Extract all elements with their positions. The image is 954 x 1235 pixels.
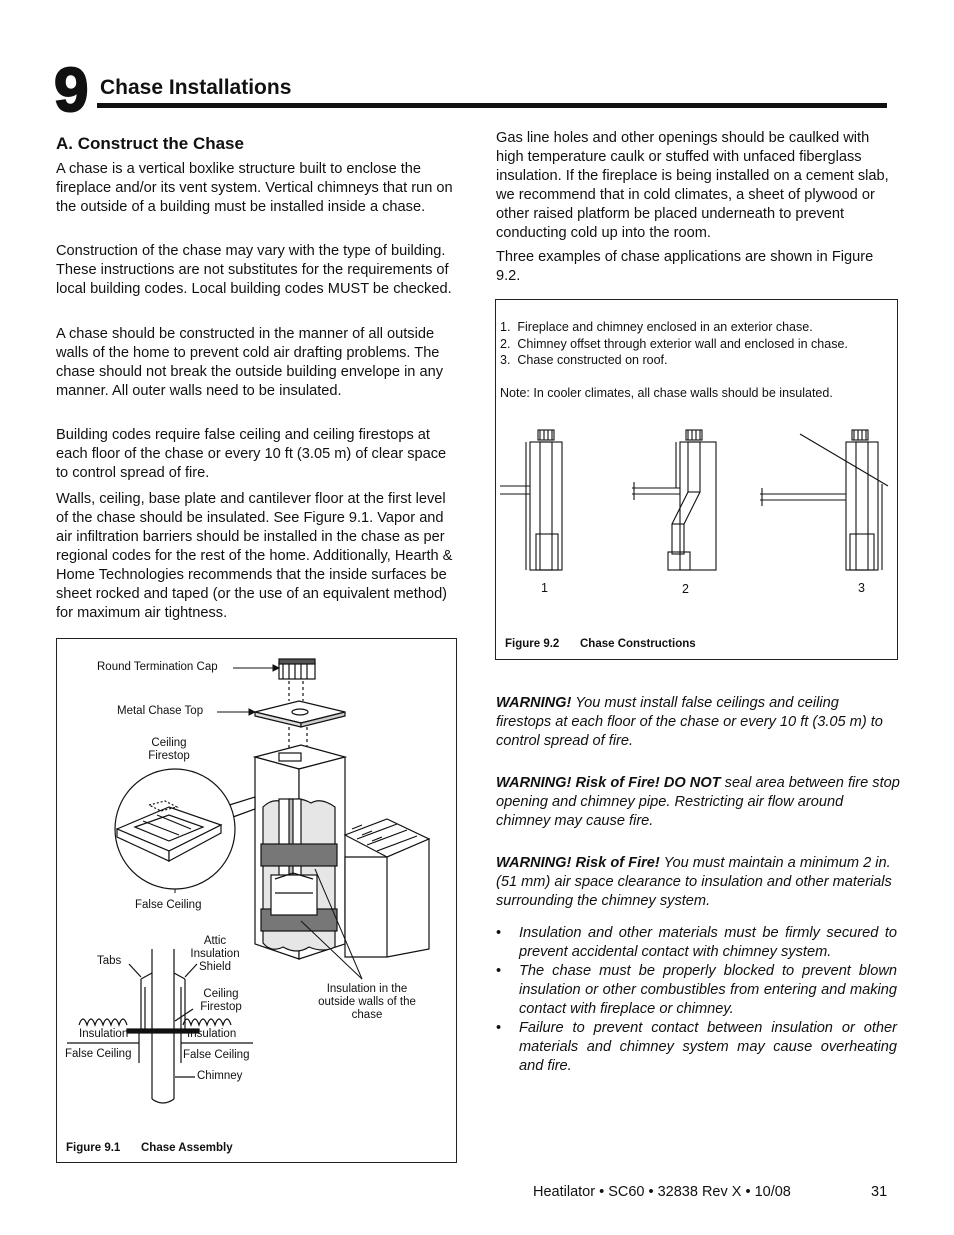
bullet-list: [496, 924, 897, 1076]
figure-9-1: [56, 638, 457, 1163]
figure-9-2-number-3: 3: [858, 581, 865, 595]
left-paragraph-4: Building codes require false ceiling and ceiling firestops at each floor of the chase or every 10 ft (3.05 m) of clear space to control spread of fire.: [56, 427, 447, 481]
label-false-ceiling-right: False Ceiling: [183, 1049, 250, 1061]
bullet-item-3: • Failure to prevent contact between insulation or other materials and chimney system may cause overheating and fire.: [496, 1020, 897, 1074]
warning-3: WARNING! Risk of Fire! You must maintain a minimum 2 in. (51 mm) air space clearance to insulation and other materials surrounding the chimney system.: [496, 855, 892, 909]
chapter-title: Chase Installations: [100, 76, 292, 99]
label-round-termination-cap: Round Termination Cap: [97, 661, 218, 673]
figure-9-2-note: Note: In cooler climates, all chase walls should be insulated.: [500, 386, 833, 400]
label-insulation-right: Insulation: [187, 1028, 237, 1040]
figure-9-2-caption-title: Chase Constructions: [580, 638, 696, 650]
figure-9-2-caption-number: Figure 9.2: [505, 638, 560, 650]
label-insulation-left: Insulation: [79, 1028, 129, 1040]
chase-constructions-illustration: [496, 424, 896, 594]
section-heading: A. Construct the Chase: [56, 134, 244, 153]
left-paragraph-3: A chase should be constructed in the manner of all outside walls of the home to prevent cold air drafting problems. The chase should not break the outside building envelope in any manner. All outer walls need to be insulated.: [56, 326, 444, 399]
figure-9-2-list: [500, 319, 892, 369]
label-ceiling-firestop-top: Ceiling Firestop: [148, 737, 190, 762]
figure-9-2-list-item-1: 1. Fireplace and chimney enclosed in an exterior chase.: [500, 320, 813, 334]
header-rule: [97, 103, 887, 108]
warning-1: WARNING! You must install false ceilings and ceiling firestops at each floor of the chase or every 10 ft (3.05 m) to control spread of fire.: [496, 695, 883, 749]
figure-9-2: [495, 299, 898, 660]
figure-9-2-list-item-2: 2. Chimney offset through exterior wall and enclosed in chase.: [500, 336, 848, 351]
label-attic-insulation-shield: Attic Insulation Shield: [190, 935, 240, 973]
figure-9-2-list-item-3: 3. Chase constructed on roof.: [500, 353, 668, 367]
label-false-ceiling-left: False Ceiling: [65, 1048, 132, 1060]
right-paragraph-2: Three examples of chase applications are shown in Figure 9.2.: [496, 249, 874, 284]
left-paragraph-1: A chase is a vertical boxlike structure built to enclose the fireplace and/or its vent system. Vertical chimneys that run on the outside of a building must be installed inside a chase.: [56, 161, 453, 215]
label-metal-chase-top: Metal Chase Top: [117, 705, 204, 717]
footer-page-number: 31: [871, 1184, 888, 1200]
figure-9-1-caption-number: Figure 9.1: [66, 1142, 121, 1154]
label-insulation-outside-walls: Insulation in the outside walls of the chase: [318, 983, 416, 1021]
label-false-ceiling-top: False Ceiling: [135, 899, 202, 911]
chapter-number: 9: [54, 56, 87, 125]
left-paragraph-5: Walls, ceiling, base plate and cantilever floor at the first level of the chase should be insulated. See Figure 9.1. Vapor and air infiltration barriers should be installed in the chase as per regional codes for the rest of the home. Additionally, Hearth & Home Technologies recommends that the inside surfaces be sheet rocked and taped (or the use of an equivalent method) for maximum air tightness.: [56, 491, 453, 621]
left-paragraph-2: Construction of the chase may vary with the type of building. These instructions are not substitutes for the requirements of local building codes. Local building codes MUST be checked.: [56, 243, 452, 297]
figure-9-1-caption-title: Chase Assembly: [141, 1142, 233, 1154]
label-tabs: Tabs: [97, 955, 122, 967]
warning-2: WARNING! Risk of Fire! DO NOT seal area between fire stop opening and chimney pipe. Restricting air flow around chimney may cause fire.: [496, 775, 900, 829]
label-ceiling-firestop-bottom: Ceiling Firestop: [200, 988, 242, 1013]
bullet-item-2: • The chase must be properly blocked to prevent blown insulation or other combustibles from entering and making contact with fireplace or chimney.: [496, 963, 897, 1017]
label-chimney: Chimney: [197, 1070, 243, 1082]
figure-9-2-number-1: 1: [541, 581, 548, 595]
right-paragraph-1: Gas line holes and other openings should be caulked with high temperature caulk or stuffed with unfaced fiberglass insulation. If the fireplace is being installed on a cement slab, we recommend that in cold climates, a sheet of plywood or other raised platform be placed underneath to prevent conducting cold up into the room.: [496, 130, 889, 241]
bullet-item-1: • Insulation and other materials must be firmly secured to prevent accidental contact with chimney system.: [496, 925, 897, 960]
footer-document-info: Heatilator • SC60 • 32838 Rev X • 10/08: [533, 1184, 791, 1200]
figure-9-2-number-2: 2: [682, 582, 689, 596]
